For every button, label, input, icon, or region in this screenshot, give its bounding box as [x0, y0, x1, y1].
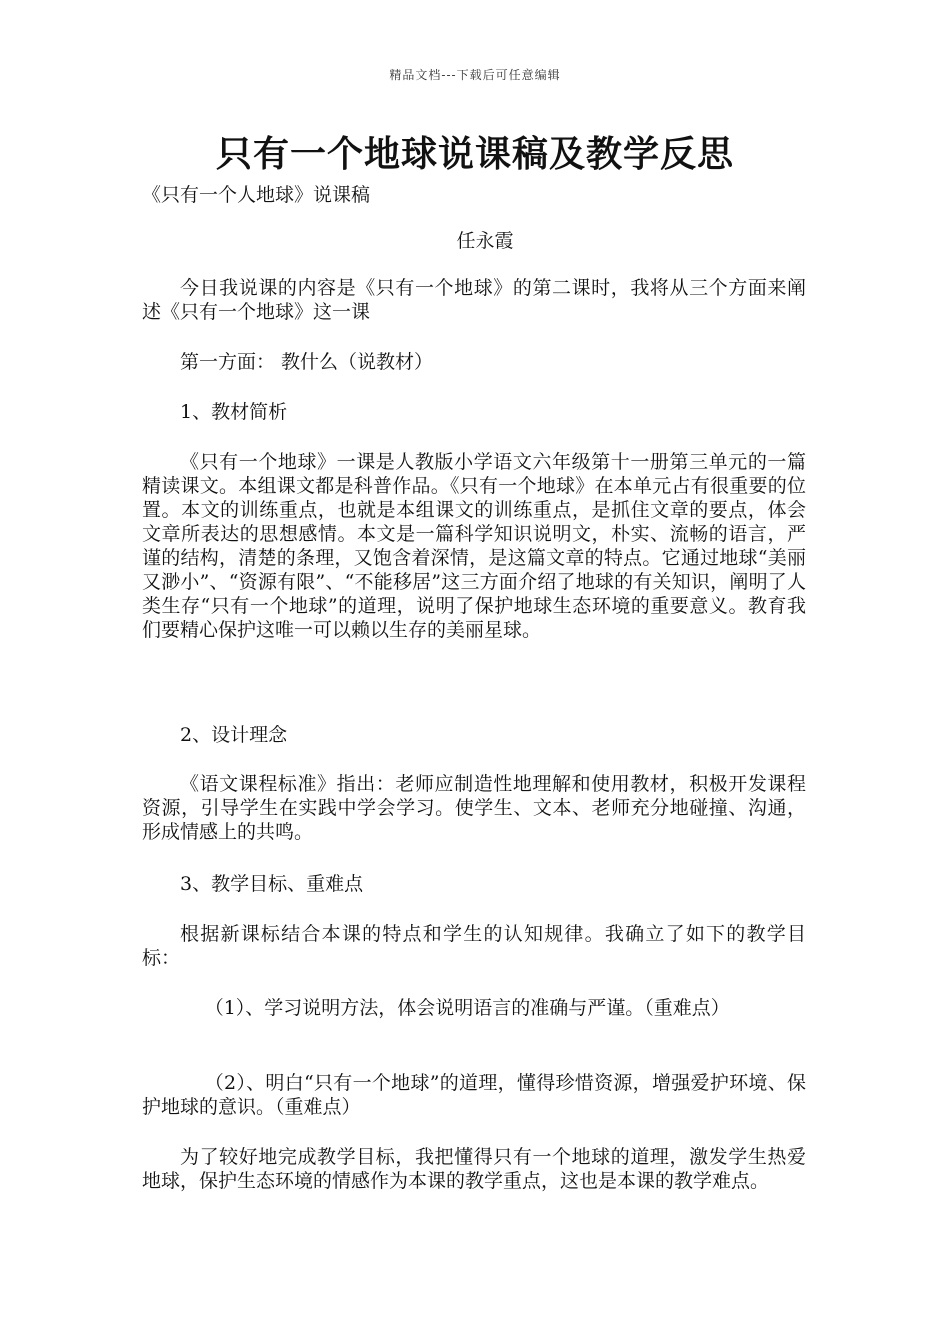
section-heading-aspect-one: 第一方面： 教什么（说教材）: [180, 351, 434, 373]
header-note: 精品文档---下载后可任意编辑: [389, 68, 561, 82]
goal-item-2: （2）、明白“只有一个地球”的道理，懂得珍惜资源，增强爱护环境、保护地球的意识。（重难点）: [142, 1072, 806, 1118]
goal-item-1: （1）、学习说明方法，体会说明语言的准确与严谨。（重难点）: [204, 997, 730, 1019]
section-heading-teaching-goals: 3、教学目标、重难点: [180, 873, 364, 895]
design-concept-paragraph: 《语文课程标准》指出：老师应制造性地理解和使用教材，积极开发课程资源，引导学生在实践中学会学习。使学生、文本、老师充分地碰撞、沟通，形成情感上的共鸣。: [142, 773, 806, 843]
document-subtitle: 《只有一个人地球》说课稿: [142, 184, 371, 206]
teaching-focus-paragraph: 为了较好地完成教学目标，我把懂得只有一个地球的道理，激发学生热爱地球，保护生态环境的情感作为本课的教学重点，这也是本课的教学难点。: [142, 1146, 806, 1192]
section-heading-textbook-analysis: 1、教材简析: [180, 401, 288, 423]
section-heading-design-concept: 2、设计理念: [180, 724, 288, 746]
intro-paragraph: 今日我说课的内容是《只有一个地球》的第二课时，我将从三个方面来阐述《只有一个地球》这一课: [142, 277, 806, 323]
document-author: 任永霞: [456, 230, 514, 252]
document-title: 只有一个地球说课稿及教学反思: [215, 133, 734, 175]
textbook-analysis-paragraph: 《只有一个地球》一课是人教版小学语文六年级第十一册第三单元的一篇精读课文。本组课文都是科普作品。《只有一个地球》在本单元占有很重要的位置。本文的训练重点，也就是本组课文的训练重点，是抓住文章的要点，体会文章所表达的思想感情。本文是一篇科学知识说明文，朴实、流畅的语言，严谨的结构，清楚的条理，又饱含着深情，是这篇文章的特点。它通过地球“美丽又渺小”、“资源有限”、“不能移居”这三方面介绍了地球的有关知识，阐明了人类生存“只有一个地球”的道理，说明了保护地球生态环境的重要意义。教育我们要精心保护这唯一可以赖以生存的美丽星球。: [142, 451, 806, 641]
teaching-goals-intro-paragraph: 根据新课标结合本课的特点和学生的认知规律。我确立了如下的教学目标：: [142, 923, 806, 969]
